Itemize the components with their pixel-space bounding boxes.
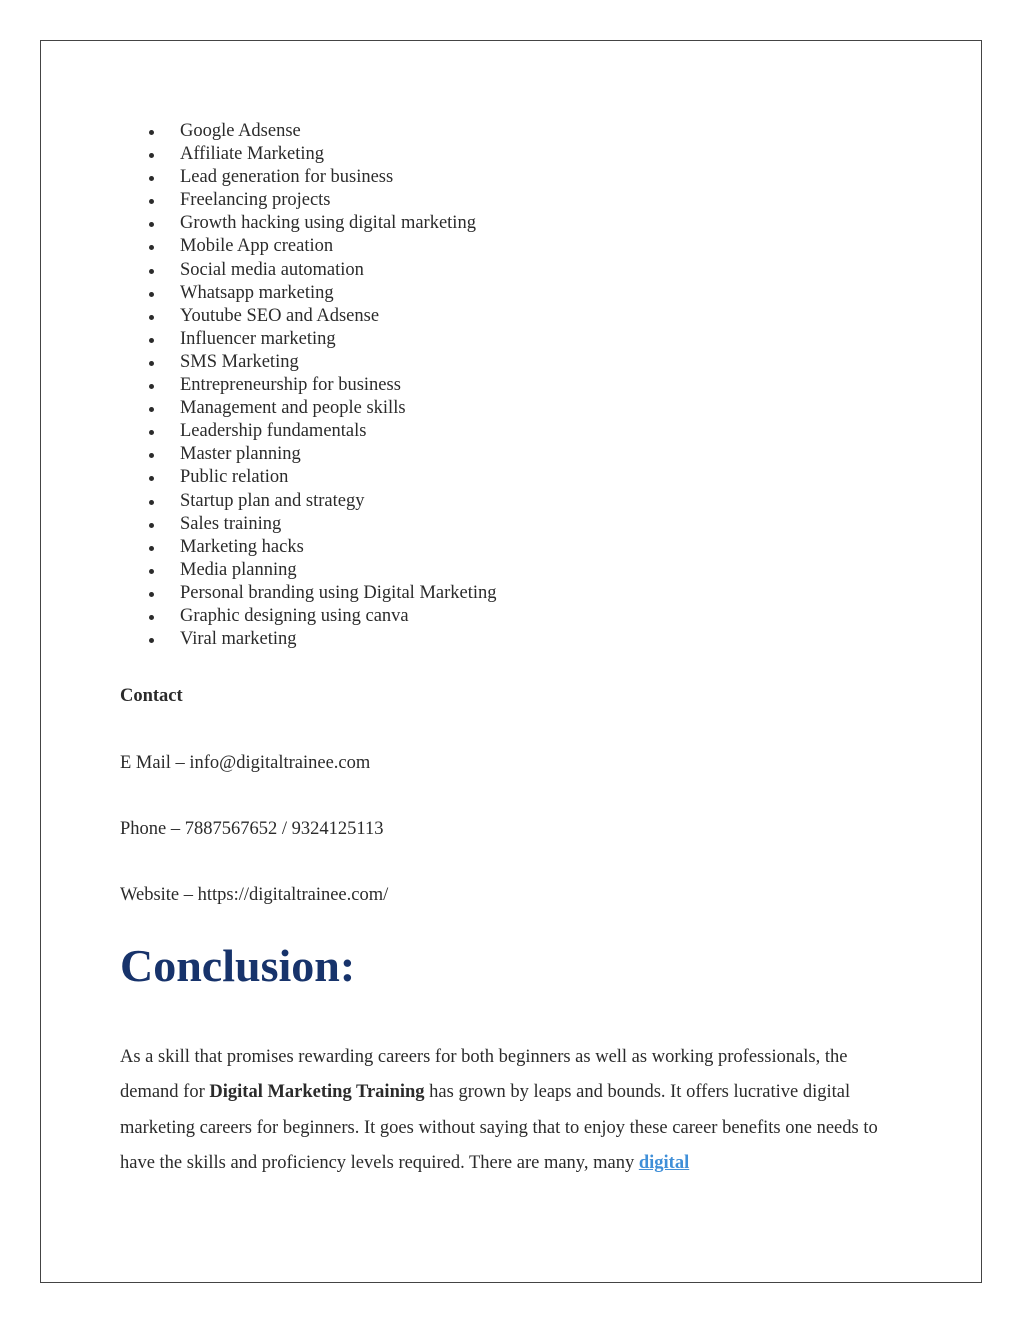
bullet-icon xyxy=(149,338,154,343)
conclusion-text-1: As a skill that promises rewarding careers for both beginners as well as working professionals, the demand for xyxy=(120,1047,848,1103)
list-item-label: Personal branding using Digital Marketing xyxy=(180,582,497,603)
list-item-label: Leadership fundamentals xyxy=(180,421,367,442)
list-item-label: Entrepreneurship for business xyxy=(180,375,401,396)
bullet-icon xyxy=(149,546,154,551)
bullet-icon xyxy=(149,384,154,389)
conclusion-paragraph xyxy=(120,1040,910,1181)
list-item xyxy=(120,351,497,374)
list-item-label: Graphic designing using canva xyxy=(180,605,409,626)
bullet-icon xyxy=(149,130,154,135)
list-item xyxy=(120,628,497,651)
list-item xyxy=(120,490,497,513)
list-item-label: Media planning xyxy=(180,559,297,580)
list-item-label: Sales training xyxy=(180,513,282,534)
list-item-label: SMS Marketing xyxy=(180,351,299,372)
list-item-label: Viral marketing xyxy=(180,629,297,650)
bullet-icon xyxy=(149,176,154,181)
list-item-label: Influencer marketing xyxy=(180,328,336,349)
bullet-icon xyxy=(149,361,154,366)
bullet-icon xyxy=(149,245,154,250)
list-item xyxy=(120,605,497,628)
list-item-label: Public relation xyxy=(180,467,289,488)
list-item-label: Google Adsense xyxy=(180,121,301,141)
list-item-label: Mobile App creation xyxy=(180,236,334,257)
bullet-icon xyxy=(149,315,154,320)
list-item xyxy=(120,166,497,189)
list-item xyxy=(120,374,497,397)
bullet-icon xyxy=(149,453,154,458)
list-item xyxy=(120,189,497,212)
conclusion-heading: Conclusion: xyxy=(120,940,356,991)
list-item-label: Social media automation xyxy=(180,259,364,280)
bullet-icon xyxy=(149,569,154,574)
list-item-label: Affiliate Marketing xyxy=(180,144,325,165)
bullet-icon xyxy=(149,500,154,505)
list-item-label: Startup plan and strategy xyxy=(180,490,365,511)
bullet-icon xyxy=(149,430,154,435)
digital-link[interactable]: digital xyxy=(638,1152,690,1173)
bullet-icon xyxy=(149,222,154,227)
bullet-icon xyxy=(149,615,154,620)
bullet-icon xyxy=(149,476,154,481)
list-item-label: Master planning xyxy=(180,444,301,465)
list-item-label: Freelancing projects xyxy=(180,190,331,211)
list-item xyxy=(120,120,497,143)
list-item-label: Marketing hacks xyxy=(180,536,304,557)
services-list xyxy=(120,120,497,651)
list-item-label: Lead generation for business xyxy=(180,167,394,188)
bullet-icon xyxy=(149,292,154,297)
list-item xyxy=(120,582,497,605)
list-item xyxy=(120,397,497,420)
list-item xyxy=(120,282,497,305)
list-item xyxy=(120,328,497,351)
bullet-icon xyxy=(149,523,154,528)
list-item xyxy=(120,212,497,235)
bullet-icon xyxy=(149,638,154,643)
bullet-icon xyxy=(149,153,154,158)
list-item-label: Whatsapp marketing xyxy=(180,282,334,303)
list-item xyxy=(120,143,497,166)
list-item xyxy=(120,466,497,489)
list-item xyxy=(120,536,497,559)
bullet-icon xyxy=(149,407,154,412)
list-item xyxy=(120,235,497,258)
list-item xyxy=(120,420,497,443)
list-item xyxy=(120,443,497,466)
list-item-label: Management and people skills xyxy=(180,398,406,419)
bullet-icon xyxy=(149,592,154,597)
contact-email: E Mail – info@digitaltrainee.com xyxy=(120,753,371,773)
list-item xyxy=(120,305,497,328)
list-item-label: Growth hacking using digital marketing xyxy=(180,213,476,234)
bullet-icon xyxy=(149,199,154,204)
list-item xyxy=(120,259,497,282)
digital-marketing-training-bold: Digital Marketing Training xyxy=(209,1082,425,1103)
bullet-icon xyxy=(149,269,154,274)
contact-website: Website – https://digitaltrainee.com/ xyxy=(120,885,389,905)
contact-phone: Phone – 7887567652 / 9324125113 xyxy=(120,819,384,839)
list-item-label: Youtube SEO and Adsense xyxy=(180,305,380,326)
contact-heading: Contact xyxy=(120,686,183,706)
list-item xyxy=(120,513,497,536)
list-item xyxy=(120,559,497,582)
conclusion-text-2: has grown by leaps and bounds. It offers lucrative digital marketing careers for beginners. It goes without saying that to enjoy these career benefits one needs to have the skills and proficiency levels required. There are many, many xyxy=(120,1082,878,1173)
